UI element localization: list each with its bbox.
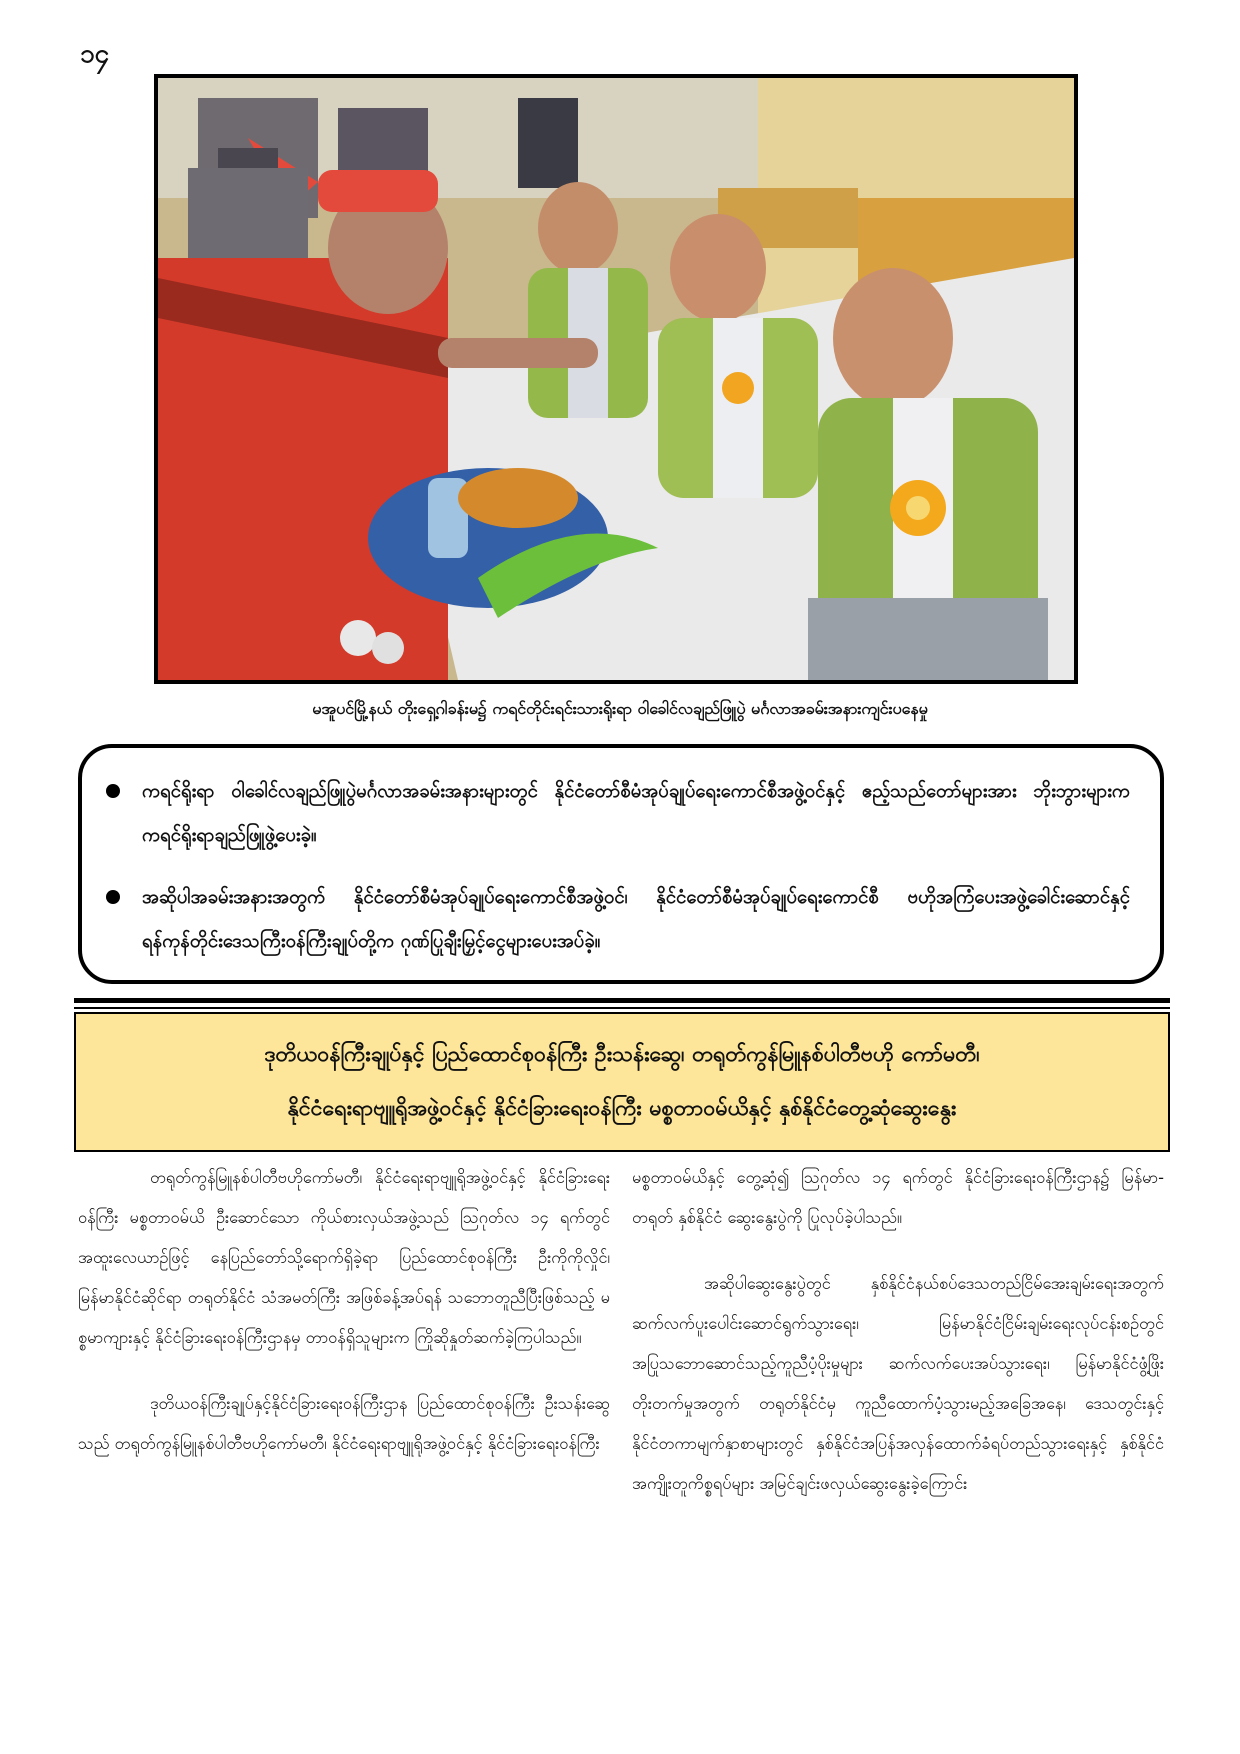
summary-bullet-text: ကရင်ရိုးရာ ဝါခေါင်လချည်ဖြူပွဲမင်္ဂလာအခမ်းအနားများတွင် နိုင်ငံတော်စီမံအုပ်ချုပ်ရေးကောင်စီအဖွဲ့ဝင်နှင့် ဧည့်သည်တော်များအား ဘိုးဘွားများက ကရင်ရိုးရာချည်ဖြူဖွဲ့ပေးခဲ့။	[142, 781, 1130, 846]
body-paragraph: ဒုတိယဝန်ကြီးချုပ်နှင့်နိုင်ငံခြားရေးဝန်ကြီးဌာန ပြည်ထောင်စုဝန်ကြီး ဦးသန်းဆွေသည် တရုတ်ကွန်မြူနစ်ပါတီဗဟိုကော်မတီ၊ နိုင်ငံရေးရာဗျူရိုအဖွဲ့ဝင်နှင့် နိုင်ငံခြားရေးဝန်ကြီး	[78, 1394, 610, 1453]
news-photo	[154, 74, 1078, 684]
body-paragraph: တရုတ်ကွန်မြူနစ်ပါတီဗဟိုကော်မတီ၊ နိုင်ငံရေးရာဗျူရိုအဖွဲ့ဝင်နှင့် နိုင်ငံခြားရေးဝန်ကြီး မစ္စတာဝမ်ယိ ဦးဆောင်သော ကိုယ်စားလှယ်အဖွဲ့သည် ဩဂုတ်လ ၁၄ ရက်တွင် အထူးလေယာဉ်ဖြင့် နေပြည်တော်သို့ရောက်ရှိခဲ့ရာ ပြည်ထောင်စုဝန်ကြီး ဦးကိုကိုလှိုင်၊ မြန်မာနိုင်ငံဆိုင်ရာ တရုတ်နိုင်ငံ သံအမတ်ကြီး အဖြစ်ခန့်အပ်ရန် သဘောတူညီပြီးဖြစ်သည့် မစ္စမာကျားနှင့် နိုင်ငံခြားရေးဝန်ကြီးဌာနမှ တာဝန်ရှိသူများက ကြိုဆိုနှုတ်ဆက်ခဲ့ကြပါသည်။	[78, 1168, 610, 1347]
summary-box	[78, 744, 1164, 984]
photo-caption: မအူပင်မြို့နယ် တိုးရှေ့ဂါခန်းမ၌ ကရင်တိုင်းရင်းသားရိုးရာ ဝါခေါင်လချည်ဖြူပွဲ မင်္ဂလာအခမ်းအနားကျင်းပနေမှု	[312, 699, 928, 718]
headline-line-1: ဒုတိယဝန်ကြီးချုပ်နှင့် ပြည်ထောင်စုဝန်ကြီး ဦးသန်းဆွေ၊ တရုတ်ကွန်မြူနစ်ပါတီဗဟို ကော်မတီ၊	[264, 1042, 980, 1067]
body-paragraph: မစ္စတာဝမ်ယိနှင့် တွေ့ဆုံ၍ ဩဂုတ်လ ၁၄ ရက်တွင် နိုင်ငံခြားရေးဝန်ကြီးဌာန၌ မြန်မာ-တရုတ် နှစ်နိုင်ငံ ဆွေးနွေးပွဲကို ပြုလုပ်ခဲ့ပါသည်။	[632, 1168, 1164, 1227]
summary-bullet	[106, 876, 1130, 964]
article-column-left	[78, 1158, 610, 1490]
page-number: ၁၄	[80, 39, 110, 69]
summary-bullet-text: အဆိုပါအခမ်းအနားအတွက် နိုင်ငံတော်စီမံအုပ်ချုပ်ရေးကောင်စီအဖွဲ့ဝင်၊ နိုင်ငံတော်စီမံအုပ်ချုပ်ရေးကောင်စီ ဗဟိုအကြံပေးအဖွဲ့ခေါင်းဆောင်နှင့် ရန်ကုန်တိုင်းဒေသကြီးဝန်ကြီးချုပ်တို့က ဂုဏ်ပြုချီးမြှင့်ငွေများပေးအပ်ခဲ့။	[142, 887, 1130, 952]
bullet-icon	[106, 890, 120, 904]
bullet-icon	[106, 784, 120, 798]
section-divider	[74, 998, 1170, 1003]
section-divider-thin	[74, 1007, 1170, 1009]
article-column-right	[632, 1158, 1164, 1530]
headline-line-2: နိုင်ငံရေးရာဗျူရိုအဖွဲ့ဝင်နှင့် နိုင်ငံခြားရေးဝန်ကြီး မစ္စတာဝမ်ယိနှင့် နှစ်နိုင်ငံတွေ့ဆုံဆွေးနွေး	[287, 1096, 957, 1121]
summary-bullet	[106, 770, 1130, 858]
body-paragraph: အဆိုပါဆွေးနွေးပွဲတွင် နှစ်နိုင်ငံနယ်စပ်ဒေသတည်ငြိမ်အေးချမ်းရေးအတွက် ဆက်လက်ပူးပေါင်းဆောင်ရွက်သွားရေး၊ မြန်မာနိုင်ငံငြိမ်းချမ်းရေးလုပ်ငန်းစဉ်တွင် အပြုသဘောဆောင်သည့်ကူညီပံ့ပိုးမှုများ ဆက်လက်ပေးအပ်သွားရေး၊ မြန်မာနိုင်ငံဖွံ့ဖြိုးတိုးတက်မှုအတွက် တရုတ်နိုင်ငံမှ ကူညီထောက်ပံ့သွားမည့်အခြေအနေ၊ ဒေသတွင်းနှင့် နိုင်ငံတကာမျက်နှာစာများတွင် နှစ်နိုင်ငံအပြန်အလှန်ထောက်ခံရပ်တည်သွားရေးနှင့် နှစ်နိုင်ငံအကျိုးတူကိစ္စရပ်များ အမြင်ချင်းဖလှယ်ဆွေးနွေးခဲ့ကြောင်း	[632, 1274, 1164, 1493]
article-headline	[74, 1012, 1170, 1152]
